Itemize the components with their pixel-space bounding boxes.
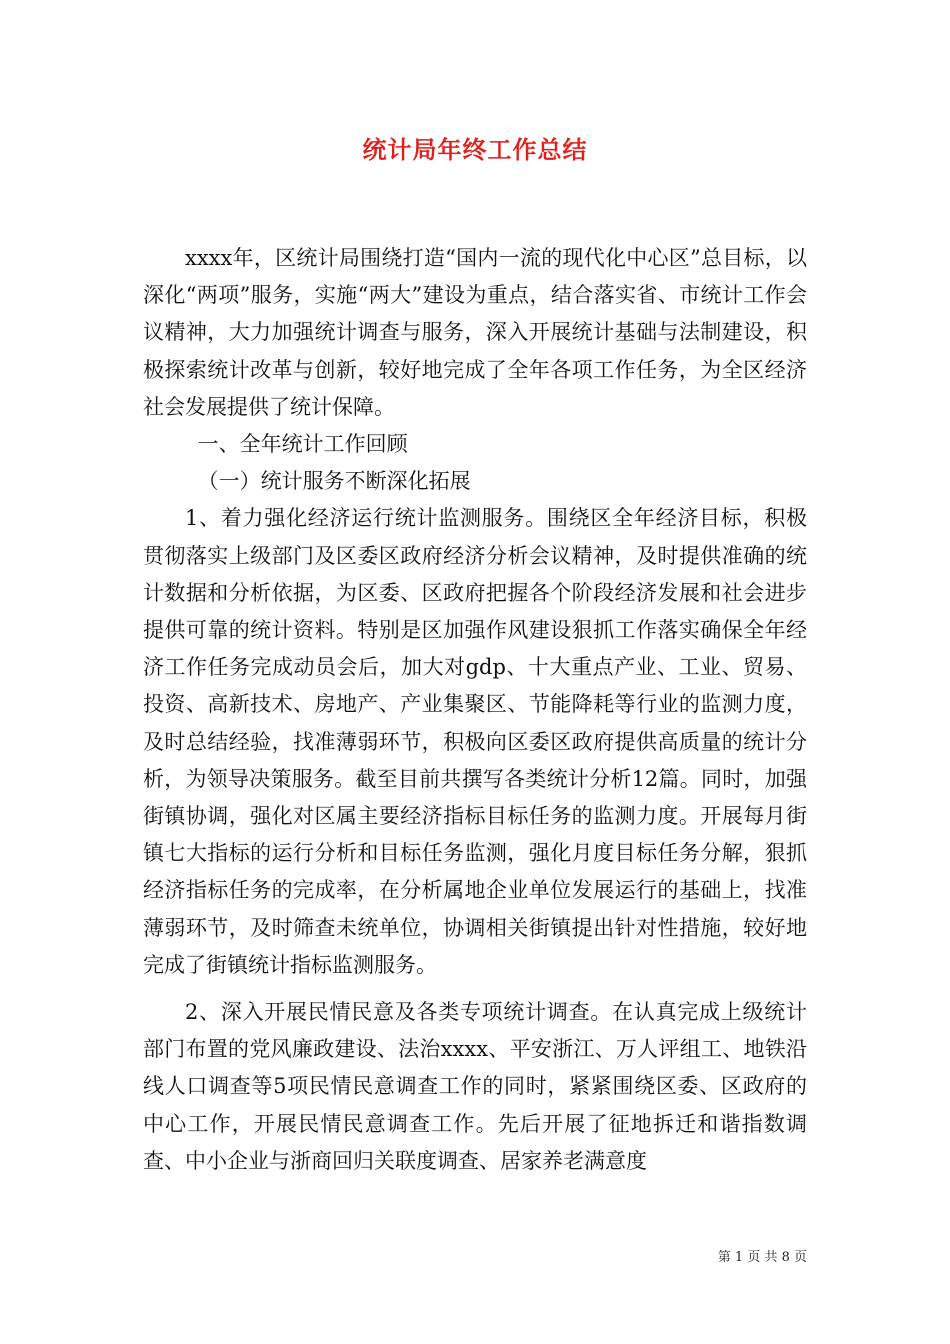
paragraph-item-1: 1、着力强化经济运行统计监测服务。围绕区全年经济目标，积极贯彻落实上级部门及区委区政府经济分析会议精神，及时提供准确的统计数据和分析依据，为区委、区政府把握各个阶段经济发展和社会进步提供可靠的统计资料。特别是区加强作风建设狠抓工作落实确保全年经济工作任务完成动员会后，加大对gdp、十大重点产业、工业、贸易、投资、高新技术、房地产、产业集聚区、节能降耗等行业的监测力度，及时总结经验，找准薄弱环节，积极向区委区政府提供高质量的统计分析，为领导决策服务。截至目前共撰写各类统计分析12篇。同时，加强街镇协调，强化对区属主要经济指标目标任务的监测力度。开展每月街镇七大指标的运行分析和目标任务监测，强化月度目标任务分解，狠抓经济指标任务的完成率，在分析属地企业单位发展运行的基础上，找准薄弱环节，及时筛查未统单位，协调相关街镇提出针对性措施，较好地完成了街镇统计指标监测服务。 bbox=[143, 506, 807, 977]
subsection-heading: （一）统计服务不断深化拓展 bbox=[197, 469, 471, 494]
page-number-footer: 第 1 页 共 8 页 bbox=[717, 1250, 807, 1265]
section-heading: 一、全年统计工作回顾 bbox=[197, 432, 408, 457]
paragraph-intro: xxxx年，区统计局围绕打造“国内一流的现代化中心区”总目标，以深化“两项”服务，实施“两大”建设为重点，结合落实省、市统计工作会议精神，大力加强统计调查与服务，深入开展统计基础与法制建设，积极探索统计改革与创新，较好地完成了全年各项工作任务，为全区经济社会发展提供了统计保障。 bbox=[143, 246, 807, 419]
paragraph-item-2: 2、深入开展民情民意及各类专项统计调查。在认真完成上级统计部门布置的党风廉政建设、法治xxxx、平安浙江、万人评组工、地铁沿线人口调查等5项民情民意调查工作的同时，紧紧围绕区委、区政府的中心工作，开展民情民意调查工作。先后开展了征地拆迁和谐指数调查、中小企业与浙商回归关联度调查、居家养老满意度 bbox=[143, 1000, 807, 1173]
document-title: 统计局年终工作总结 bbox=[362, 135, 588, 164]
document-body bbox=[143, 240, 807, 1180]
